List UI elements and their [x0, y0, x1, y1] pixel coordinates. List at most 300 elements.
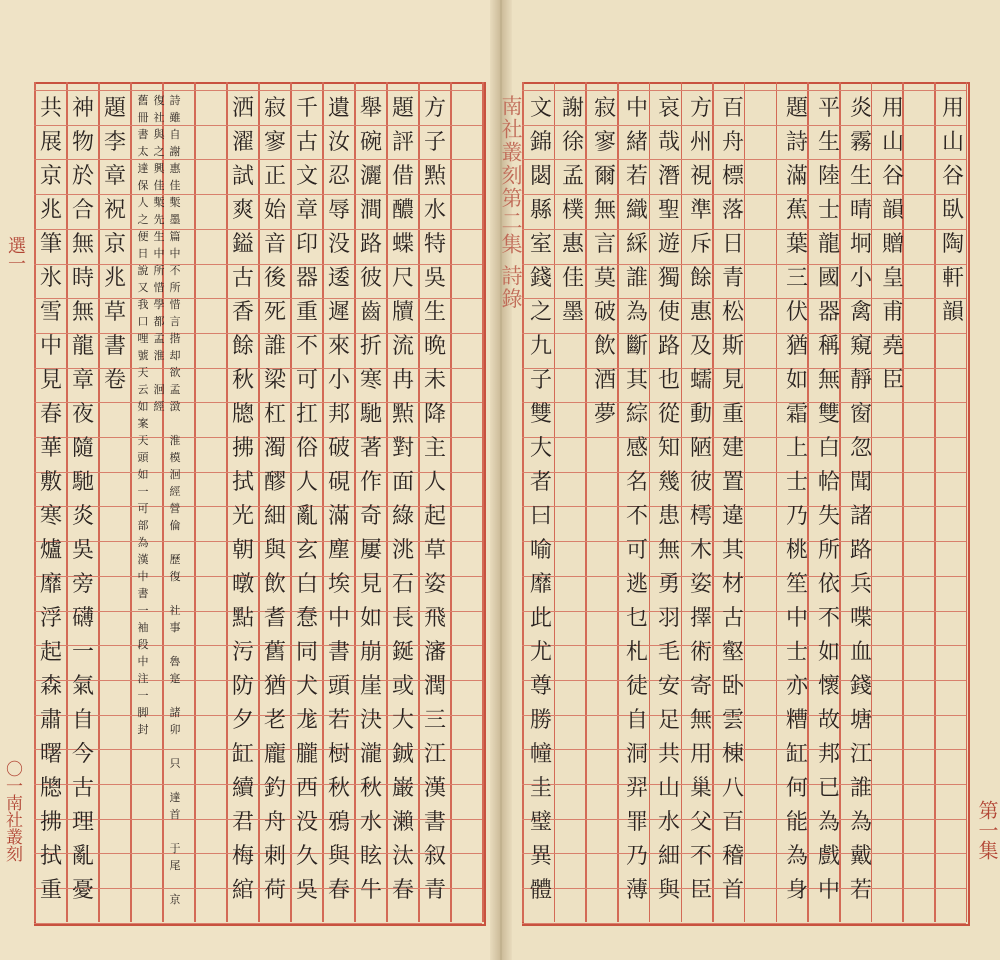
- character: 兆: [39, 198, 62, 223]
- character: 無: [71, 232, 94, 257]
- character: 不: [817, 606, 840, 631]
- character: 斥: [689, 232, 712, 257]
- character: 主: [423, 436, 446, 461]
- character: 寥: [593, 130, 616, 155]
- left-poem-column-2: [294, 92, 320, 917]
- character: 春: [39, 402, 62, 427]
- character: 於: [71, 164, 94, 189]
- character: 隨: [71, 436, 94, 461]
- character: 綰: [231, 878, 254, 903]
- note-character: 我: [137, 298, 149, 311]
- note-character: 槧: [153, 196, 165, 209]
- character: 此: [529, 606, 552, 631]
- character: 曙: [39, 742, 62, 767]
- character: 水: [657, 810, 680, 835]
- subheading-character: 用: [881, 96, 904, 121]
- character: 拂: [231, 436, 254, 461]
- character: 寄: [689, 674, 712, 699]
- note-character: 保: [137, 179, 149, 192]
- note-character: 號: [137, 349, 149, 362]
- note-character: 佳: [169, 179, 181, 192]
- character: 濯: [231, 130, 254, 155]
- character: 不: [689, 844, 712, 869]
- character: 故: [817, 708, 840, 733]
- character: 寒: [39, 504, 62, 529]
- character: 材: [721, 572, 744, 597]
- character: 為: [817, 810, 840, 835]
- character: 重: [295, 300, 318, 325]
- character: 與: [327, 844, 350, 869]
- character: 若: [327, 708, 350, 733]
- character: 文: [529, 96, 552, 121]
- character: 流: [391, 334, 414, 359]
- note-character: 中: [169, 247, 181, 260]
- character: 印: [295, 232, 318, 257]
- note-character: 人: [137, 196, 149, 209]
- character: 名: [625, 470, 648, 495]
- character: 血: [849, 640, 872, 665]
- character: 眩: [359, 844, 382, 869]
- note-character: 槧: [169, 196, 181, 209]
- character: 吳: [71, 538, 94, 563]
- character: 諸: [849, 504, 872, 529]
- character: 山: [657, 776, 680, 801]
- character: 幾: [657, 470, 680, 495]
- character: 醪: [263, 470, 286, 495]
- character: 爾: [593, 164, 616, 189]
- character: 京: [39, 164, 62, 189]
- character: 不: [295, 334, 318, 359]
- character: 缸: [231, 742, 254, 767]
- character: 國: [817, 266, 840, 291]
- character: 今: [71, 742, 94, 767]
- grid-vertical-line: [966, 82, 968, 922]
- character: 無: [657, 538, 680, 563]
- character: 來: [327, 334, 350, 359]
- character: 崩: [359, 640, 382, 665]
- character: 青: [721, 266, 744, 291]
- character: 著: [359, 436, 382, 461]
- note-character: 不: [169, 264, 181, 277]
- center-running-title: 南社叢刻第二集 詩錄: [499, 95, 523, 311]
- note-character: 淮: [169, 434, 181, 447]
- note-character: 墨: [169, 213, 181, 226]
- character: 晩: [423, 334, 446, 359]
- note-character: 模: [169, 451, 181, 464]
- character: 舟: [721, 130, 744, 155]
- left-note-column-2: [168, 92, 182, 917]
- character: 汰: [391, 844, 414, 869]
- character: 器: [295, 266, 318, 291]
- character: 幢: [529, 742, 552, 767]
- character: 安: [657, 674, 680, 699]
- note-character: 之: [137, 213, 149, 226]
- character: 老: [263, 708, 286, 733]
- character: 敷: [39, 470, 62, 495]
- character: 使: [657, 300, 680, 325]
- note-character: 袖: [137, 621, 149, 634]
- character: 哉: [657, 130, 680, 155]
- character: 牛: [359, 878, 382, 903]
- character: 辱: [327, 198, 350, 223]
- character: 石: [391, 572, 414, 597]
- character: 準: [689, 198, 712, 223]
- note-character: 社: [169, 604, 181, 617]
- character: 春: [391, 878, 414, 903]
- character: 逃: [625, 572, 648, 597]
- character: 洞: [625, 742, 648, 767]
- left-margin-bottom: 〇一南社叢刻: [2, 760, 22, 862]
- character: 獨: [657, 266, 680, 291]
- character: 灑: [359, 164, 382, 189]
- note-character: 經: [153, 400, 165, 413]
- character: 兵: [849, 572, 872, 597]
- character: 中: [817, 878, 840, 903]
- note-character: 書: [137, 587, 149, 600]
- character: 能: [785, 810, 808, 835]
- character: 埃: [327, 572, 350, 597]
- character: 姿: [423, 572, 446, 597]
- character: 札: [625, 640, 648, 665]
- character: 錦: [529, 130, 552, 155]
- character: 炎: [849, 96, 872, 121]
- character: 龐: [263, 742, 286, 767]
- character: 聞: [849, 470, 872, 495]
- character: 遲: [327, 300, 350, 325]
- grid-horizontal-line: [522, 923, 966, 924]
- character: 自: [625, 708, 648, 733]
- character: 州: [689, 130, 712, 155]
- subheading-character: 韻: [881, 198, 904, 223]
- left-poem-column-3: [326, 92, 352, 917]
- character: 叙: [423, 844, 446, 869]
- left-poem-column-0: [230, 92, 256, 917]
- character: 忍: [327, 164, 350, 189]
- note-character: 都: [153, 315, 165, 328]
- grid-vertical-line: [482, 82, 484, 922]
- character: 千: [295, 96, 318, 121]
- character: 尊: [529, 674, 552, 699]
- note-character: 揩: [169, 332, 181, 345]
- character: 雙: [529, 402, 552, 427]
- character: 勝: [529, 708, 552, 733]
- character: 拂: [39, 810, 62, 835]
- note-character: 頭: [137, 451, 149, 464]
- character: 霧: [849, 130, 872, 155]
- character: 滿: [785, 164, 808, 189]
- character: 古: [295, 130, 318, 155]
- note-character: 洄: [153, 383, 165, 396]
- note-character: [168, 772, 182, 789]
- character: 合: [71, 198, 94, 223]
- note-character: 卯: [169, 723, 181, 736]
- character: 寂: [593, 96, 616, 121]
- character: 借: [391, 164, 414, 189]
- note-character: 書: [137, 128, 149, 141]
- heading-character: 用: [941, 96, 964, 121]
- character: 聖: [657, 198, 680, 223]
- character: 朝: [231, 538, 254, 563]
- character: 塵: [327, 538, 350, 563]
- character: 戲: [817, 844, 840, 869]
- character: 勇: [657, 572, 680, 597]
- character: 彼: [359, 266, 382, 291]
- character: 塘: [849, 708, 872, 733]
- grid-vertical-line: [34, 82, 36, 922]
- note-character: 日: [137, 247, 149, 260]
- character: 猶: [263, 674, 286, 699]
- character: 秋: [231, 368, 254, 393]
- character: 後: [263, 266, 286, 291]
- character: 同: [295, 640, 318, 665]
- note-character: 段: [137, 638, 149, 651]
- character: 其: [625, 368, 648, 393]
- character: 戴: [849, 844, 872, 869]
- character: 罪: [625, 810, 648, 835]
- character: 中: [785, 606, 808, 631]
- character: 建: [721, 436, 744, 461]
- character: 樸: [561, 198, 584, 223]
- character: 緒: [625, 130, 648, 155]
- character: 見: [39, 368, 62, 393]
- character: 起: [39, 640, 62, 665]
- character: 謝: [561, 96, 584, 121]
- character: 齒: [359, 300, 382, 325]
- note-character: 謝: [169, 145, 181, 158]
- character: 見: [359, 572, 382, 597]
- note-character: 詩: [169, 94, 181, 107]
- character: 八: [721, 776, 744, 801]
- character: 詩: [785, 130, 808, 155]
- character: 面: [391, 470, 414, 495]
- note-character: 淮: [153, 349, 165, 362]
- character: 白: [817, 436, 840, 461]
- grid-vertical-line: [98, 82, 100, 922]
- note-character: 冊: [137, 111, 149, 124]
- character: 俗: [295, 436, 318, 461]
- note-character: 注: [137, 672, 149, 685]
- character: 松: [721, 300, 744, 325]
- note-character: 却: [169, 349, 181, 362]
- character: 細: [657, 844, 680, 869]
- note-character: 寔: [169, 672, 181, 685]
- note-character: 首: [169, 808, 181, 821]
- character: 鴉: [327, 810, 350, 835]
- character: 碗: [359, 130, 382, 155]
- note-character: 太: [137, 145, 149, 158]
- note-character: 一: [137, 485, 149, 498]
- right-poem-column-9: [848, 92, 874, 917]
- subheading-character: 臣: [881, 368, 904, 393]
- character: 羿: [625, 776, 648, 801]
- character: 樗: [689, 504, 712, 529]
- character: 尺: [391, 266, 414, 291]
- character: 身: [785, 878, 808, 903]
- character: 澗: [359, 198, 382, 223]
- grid-vertical-line: [194, 82, 196, 922]
- character: 洮: [391, 538, 414, 563]
- character: 違: [721, 504, 744, 529]
- character: 喻: [529, 538, 552, 563]
- character: 大: [529, 436, 552, 461]
- note-character: 一: [137, 689, 149, 702]
- character: 重: [721, 402, 744, 427]
- character: 正: [263, 164, 286, 189]
- note-character: 之: [153, 145, 165, 158]
- character: 忽: [849, 436, 872, 461]
- character: 誰: [849, 776, 872, 801]
- character: 久: [295, 844, 318, 869]
- note-character: 自: [169, 128, 181, 141]
- note-character: [168, 687, 182, 704]
- heading-character: 韻: [941, 300, 964, 325]
- character: 惠: [561, 232, 584, 257]
- character: 冉: [391, 368, 414, 393]
- character: 所: [817, 538, 840, 563]
- character: 邦: [817, 742, 840, 767]
- character: 置: [721, 470, 744, 495]
- character: 喋: [849, 606, 872, 631]
- note-character: 脚: [137, 706, 149, 719]
- character: 題: [391, 96, 414, 121]
- character: 中: [327, 606, 350, 631]
- character: 用: [689, 742, 712, 767]
- character: 雪: [39, 300, 62, 325]
- character: 吳: [423, 266, 446, 291]
- character: 尤: [529, 640, 552, 665]
- character: 徒: [625, 674, 648, 699]
- note-character: 復: [153, 94, 165, 107]
- grid-vertical-line: [450, 82, 452, 922]
- grid-vertical-line: [322, 82, 324, 922]
- note-character: 生: [153, 230, 165, 243]
- character: 士: [785, 470, 808, 495]
- character: 尨: [295, 708, 318, 733]
- note-character: 言: [169, 315, 181, 328]
- character: 漢: [423, 776, 446, 801]
- character: 古: [71, 776, 94, 801]
- character: 龍: [817, 232, 840, 257]
- character: 百: [721, 96, 744, 121]
- character: 患: [657, 504, 680, 529]
- character: 九: [529, 334, 552, 359]
- character: 見: [721, 368, 744, 393]
- character: 瀋: [423, 640, 446, 665]
- character: 室: [529, 232, 552, 257]
- character: 起: [423, 504, 446, 529]
- note-character: 倫: [169, 519, 181, 532]
- character: 寒: [359, 368, 382, 393]
- character: 稽: [721, 844, 744, 869]
- character: 生: [849, 164, 872, 189]
- note-character: 洄: [169, 468, 181, 481]
- character: 没: [327, 232, 350, 257]
- note-character: 惜: [153, 281, 165, 294]
- character: 靡: [529, 572, 552, 597]
- character: 秋: [327, 776, 350, 801]
- character: 亂: [71, 844, 94, 869]
- character: 㸃: [423, 164, 446, 189]
- character: 防: [231, 674, 254, 699]
- grid-horizontal-line: [522, 90, 966, 91]
- character: 靡: [39, 572, 62, 597]
- character: 朧: [295, 742, 318, 767]
- character: 毛: [657, 640, 680, 665]
- note-character: 中: [153, 247, 165, 260]
- character: 爐: [39, 538, 62, 563]
- character: 西: [295, 776, 318, 801]
- character: 京: [103, 232, 126, 257]
- subheading-character: 皇: [881, 266, 904, 291]
- character: 理: [71, 810, 94, 835]
- grid-vertical-line: [130, 82, 132, 922]
- character: 水: [423, 198, 446, 223]
- right-poem-column-2: [592, 92, 618, 917]
- character: 污: [231, 640, 254, 665]
- character: 人: [423, 470, 446, 495]
- character: 笙: [785, 572, 808, 597]
- character: 生: [423, 300, 446, 325]
- note-character: 說: [137, 264, 149, 277]
- character: 足: [657, 708, 680, 733]
- grid-vertical-line: [226, 82, 228, 922]
- character: 硯: [327, 470, 350, 495]
- character: 方: [423, 96, 446, 121]
- character: 舟: [263, 810, 286, 835]
- character: 浮: [39, 606, 62, 631]
- note-character: 一: [137, 604, 149, 617]
- character: 汝: [327, 130, 350, 155]
- note-character: 舊: [137, 94, 149, 107]
- character: 姿: [689, 572, 712, 597]
- character: 暾: [231, 572, 254, 597]
- character: 懷: [817, 674, 840, 699]
- note-character: 漢: [137, 553, 149, 566]
- character: 閟: [529, 164, 552, 189]
- character: 飲: [263, 572, 286, 597]
- character: 耆: [263, 606, 286, 631]
- character: 帢: [817, 470, 840, 495]
- character: 士: [817, 198, 840, 223]
- character: 路: [359, 232, 382, 257]
- note-character: 與: [153, 128, 165, 141]
- character: 晴: [849, 198, 872, 223]
- character: 也: [657, 368, 680, 393]
- character: 窺: [849, 334, 872, 359]
- character: 綜: [625, 402, 648, 427]
- character: 臣: [689, 878, 712, 903]
- note-character: 可: [137, 502, 149, 515]
- character: 可: [625, 538, 648, 563]
- note-character: 經: [169, 485, 181, 498]
- right-poem-column-4: [656, 92, 682, 917]
- note-character: 部: [137, 519, 149, 532]
- character: 斷: [625, 334, 648, 359]
- character: 或: [391, 674, 414, 699]
- character: 從: [657, 402, 680, 427]
- character: 牘: [391, 300, 414, 325]
- character: 馳: [71, 470, 94, 495]
- character: 光: [231, 504, 254, 529]
- note-character: 營: [169, 502, 181, 515]
- heading-character: 軒: [941, 266, 964, 291]
- character: 大: [391, 708, 414, 733]
- character: 無: [71, 300, 94, 325]
- character: 玄: [295, 538, 318, 563]
- character: 醲: [391, 198, 414, 223]
- character: 乜: [625, 606, 648, 631]
- character: 筆: [39, 232, 62, 257]
